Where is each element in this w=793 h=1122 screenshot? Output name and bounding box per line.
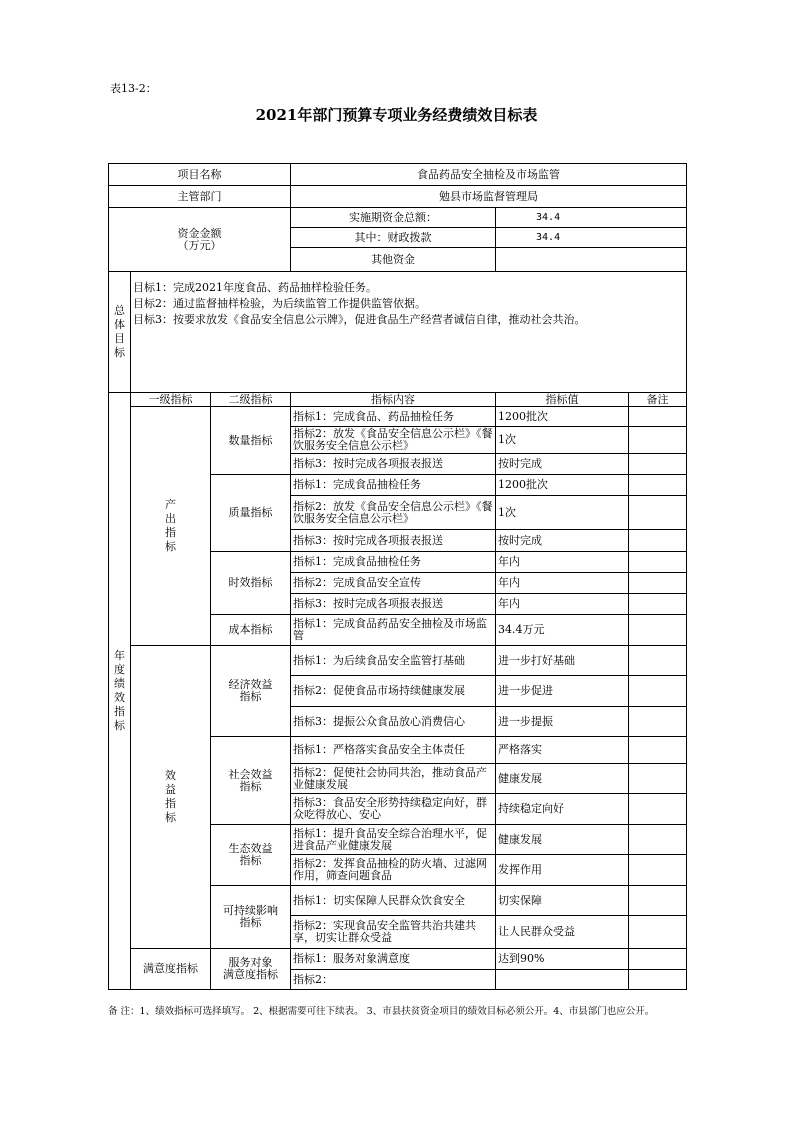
indicator-header-row [109, 393, 687, 407]
annual-label-cell [109, 393, 131, 990]
overall-label-cell [109, 272, 131, 393]
indicator-remark [629, 407, 687, 427]
total-value: 34.4 [496, 208, 687, 228]
indicator-value: 健康发展 [496, 764, 629, 794]
indicator-value: 年内 [496, 594, 629, 615]
benefit-label-cell [131, 646, 211, 949]
project-value: 食品药品安全抽检及市场监管 [291, 164, 687, 186]
indicator-value [496, 970, 629, 990]
indicator-value: 进一步促进 [496, 676, 629, 707]
benefit-label: 效益指标 [165, 769, 176, 824]
quality-label: 质量指标 [211, 475, 291, 552]
indicator-content: 指标3：按时完成各项报表报送 [291, 530, 496, 552]
indicator-remark [629, 825, 687, 855]
indicator-remark [629, 794, 687, 825]
dept-row [109, 186, 687, 208]
cost-label: 成本指标 [211, 615, 291, 646]
indicator-remark [629, 707, 687, 737]
fiscal-label: 其中：财政拨款 [291, 228, 496, 248]
indicator-content: 指标3：食品安全形势持续稳定向好，群众吃得放心、安心 [291, 794, 496, 825]
table-caption: 表13-2： [110, 82, 157, 95]
fund-row-total [109, 208, 687, 228]
indicator-value: 34.4万元 [496, 615, 629, 646]
indicator-value: 1次 [496, 427, 629, 454]
quantity-label: 数量指标 [211, 407, 291, 475]
table-row [109, 407, 687, 427]
indicator-content: 指标2：完成食品安全宣传 [291, 573, 496, 594]
indicator-remark [629, 676, 687, 707]
indicator-value: 按时完成 [496, 530, 629, 552]
indicator-remark [629, 594, 687, 615]
economic-label: 经济效益 指标 [211, 646, 291, 737]
indicator-value: 健康发展 [496, 825, 629, 855]
header-level1: 一级指标 [131, 393, 211, 407]
indicator-content: 指标1：严格落实食品安全主体责任 [291, 737, 496, 764]
indicator-content: 指标3：提振公众食品放心消费信心 [291, 707, 496, 737]
indicator-remark [629, 496, 687, 530]
indicator-content: 指标1：完成食品抽检任务 [291, 552, 496, 573]
indicator-content: 指标2：促使社会协同共治，推动食品产业健康发展 [291, 764, 496, 794]
indicator-value: 进一步提振 [496, 707, 629, 737]
indicator-remark [629, 949, 687, 970]
indicator-content: 指标2：促使食品市场持续健康发展 [291, 676, 496, 707]
indicator-remark [629, 886, 687, 916]
performance-target-table [108, 163, 687, 990]
indicator-remark [629, 573, 687, 594]
total-label: 实施期资金总额： [291, 208, 496, 228]
social-label: 社会效益 指标 [211, 737, 291, 825]
indicator-remark [629, 530, 687, 552]
indicator-content: 指标2：实现食品安全监管共治共建共享，切实让群众受益 [291, 916, 496, 949]
indicator-value: 达到90% [496, 949, 629, 970]
indicator-value: 切实保障 [496, 886, 629, 916]
fund-label: 资金金额 （万元） [109, 208, 291, 272]
table-row [109, 949, 687, 970]
header-level2: 二级指标 [211, 393, 291, 407]
indicator-value: 严格落实 [496, 737, 629, 764]
indicator-content: 指标2： [291, 970, 496, 990]
satisfaction-label: 满意度指标 [131, 949, 211, 990]
eco-label: 生态效益 指标 [211, 825, 291, 886]
indicator-remark [629, 916, 687, 949]
indicator-remark [629, 615, 687, 646]
indicator-value: 年内 [496, 573, 629, 594]
indicator-remark [629, 454, 687, 475]
output-label: 产出指标 [165, 498, 176, 553]
indicator-value: 发挥作用 [496, 855, 629, 886]
goal-1: 目标1：完成2021年度食品、药品抽样检验任务。 [133, 281, 377, 294]
time-label: 时效指标 [211, 552, 291, 615]
indicator-content: 指标1：为后续食品安全监管打基础 [291, 646, 496, 676]
service-label: 服务对象 满意度指标 [211, 949, 291, 990]
indicator-content: 指标2：发挥食品抽检的防火墙、过滤网作用，筛查问题食品 [291, 855, 496, 886]
indicator-content: 指标1：完成食品、药品抽检任务 [291, 407, 496, 427]
indicator-content: 指标2：放发《食品安全信息公示栏》《餐饮服务安全信息公示栏》 [291, 496, 496, 530]
other-label: 其他资金 [291, 248, 496, 272]
goal-3: 目标3：按要求放发《食品安全信息公示牌》，促进食品生产经营者诚信自律，推动社会共治。 [133, 313, 586, 326]
indicator-content: 指标2：放发《食品安全信息公示栏》《餐饮服务安全信息公示栏》 [291, 427, 496, 454]
indicator-remark [629, 764, 687, 794]
header-value: 指标值 [496, 393, 629, 407]
footnote: 备 注：1、绩效指标可选择填写。 2、根据需要可往下续表。 3、市县扶贫资金项目的绩效目标必须公开。4、市县部门也应公开。 [108, 1006, 655, 1017]
indicator-content: 指标1：提升食品安全综合治理水平，促进食品产业健康发展 [291, 825, 496, 855]
indicator-content: 指标3：按时完成各项报表报送 [291, 594, 496, 615]
fiscal-value: 34.4 [496, 228, 687, 248]
indicator-remark [629, 737, 687, 764]
indicator-remark [629, 646, 687, 676]
indicator-value: 1200批次 [496, 475, 629, 496]
header-remark: 备注 [629, 393, 687, 407]
goal-2: 目标2：通过监督抽样检验，为后续监管工作提供监管依据。 [133, 297, 426, 310]
indicator-content: 指标1：切实保障人民群众饮食安全 [291, 886, 496, 916]
indicator-value: 年内 [496, 552, 629, 573]
overall-label: 总体目标 [114, 304, 125, 359]
output-label-cell [131, 407, 211, 646]
project-row [109, 164, 687, 186]
other-value [496, 248, 687, 272]
dept-value: 勉县市场监督管理局 [291, 186, 687, 208]
indicator-content: 指标1：完成食品药品安全抽检及市场监管 [291, 615, 496, 646]
indicator-value: 1次 [496, 496, 629, 530]
indicator-remark [629, 552, 687, 573]
indicator-content: 指标1：服务对象满意度 [291, 949, 496, 970]
header-content: 指标内容 [291, 393, 496, 407]
dept-label: 主管部门 [109, 186, 291, 208]
indicator-content: 指标1：完成食品抽检任务 [291, 475, 496, 496]
indicator-content: 指标3：按时完成各项报表报送 [291, 454, 496, 475]
project-label: 项目名称 [109, 164, 291, 186]
indicator-value: 进一步打好基础 [496, 646, 629, 676]
indicator-remark [629, 970, 687, 990]
indicator-value: 1200批次 [496, 407, 629, 427]
sustain-label: 可持续影响 指标 [211, 886, 291, 949]
indicator-remark [629, 855, 687, 886]
overall-goal-row [109, 272, 687, 393]
annual-label: 年度绩效指标 [114, 649, 125, 732]
table-row [109, 646, 687, 676]
indicator-remark [629, 427, 687, 454]
overall-goals [131, 272, 687, 393]
page-title: 2021年部门预算专项业务经费绩效目标表 [255, 106, 538, 124]
indicator-remark [629, 475, 687, 496]
indicator-value: 让人民群众受益 [496, 916, 629, 949]
indicator-value: 按时完成 [496, 454, 629, 475]
indicator-value: 持续稳定向好 [496, 794, 629, 825]
